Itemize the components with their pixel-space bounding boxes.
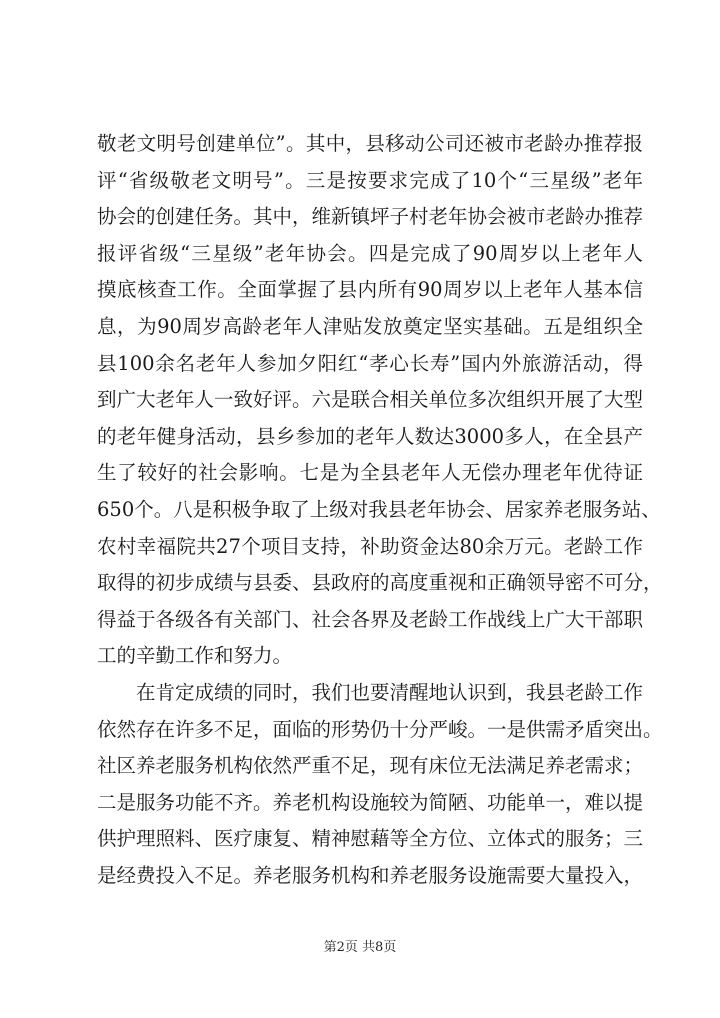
text-line: 摸底核查工作。全面掌握了县内所有90周岁以上老年人基本信 [97,278,643,302]
text-line: 到广大老年人一致好评。六是联合相关单位多次组织开展了大型 [97,388,644,412]
text-line: 县100余名老年人参加夕阳红“孝心长寿”国内外旅游活动，得 [97,351,643,375]
text-line: 社区养老服务机构依然严重不足，现有床位无法满足养老需求； [97,754,644,778]
text-line: 依然存在许多不足，面临的形势仍十分严峻。一是供需矛盾突出。 [97,717,663,741]
text-line: 650个。八是积极争取了上级对我县老年协会、居家养老服务站、 [97,497,661,521]
text-line: 协会的创建任务。其中，维新镇坪子村老年协会被市老龄办推荐 [97,205,644,229]
text-line: 敬老文明号创建单位”。其中，县移动公司还被市老龄办推荐报 [97,132,643,155]
paragraph-achievements [97,126,663,675]
text-line: 工的辛勤工作和努力。 [97,644,293,668]
text-line: 的老年健身活动，县乡参加的老年人数达3000多人，在全县产 [97,424,643,448]
text-line: 取得的初步成绩与县委、县政府的高度重视和正确领导密不可分， [97,571,663,595]
text-line: 息，为90周岁高龄老年人津贴发放奠定坚实基础。五是组织全 [97,314,643,338]
text-line: 生了较好的社会影响。七是为全县老年人无偿办理老年优待证 [97,461,643,485]
page-number: 第2页 共8页 [323,940,397,955]
text-line: 得益于各级各有关部门、社会各界及老龄工作战线上广大干部职 [97,607,644,631]
text-line: 二是服务功能不齐。养老机构设施较为简陋、功能单一，难以提 [97,790,644,814]
text-line: 供护理照料、医疗康复、精神慰藉等全方位、立体式的服务；三 [97,827,644,851]
text-line: 农村幸福院共27个项目支持，补助资金达80余万元。老龄工作 [97,534,643,558]
document-body [97,126,663,894]
text-line: 在肯定成绩的同时，我们也要清醒地认识到，我县老龄工作 [136,680,644,704]
text-line: 评“省级敬老文明号”。三是按要求完成了10个“三星级”老年 [97,168,643,192]
text-line: 报评省级“三星级”老年协会。四是完成了90周岁以上老年人 [97,241,643,265]
text-line: 是经费投入不足。养老服务机构和养老服务设施需要大量投入， [97,863,644,887]
paragraph-shortcomings [97,675,663,895]
